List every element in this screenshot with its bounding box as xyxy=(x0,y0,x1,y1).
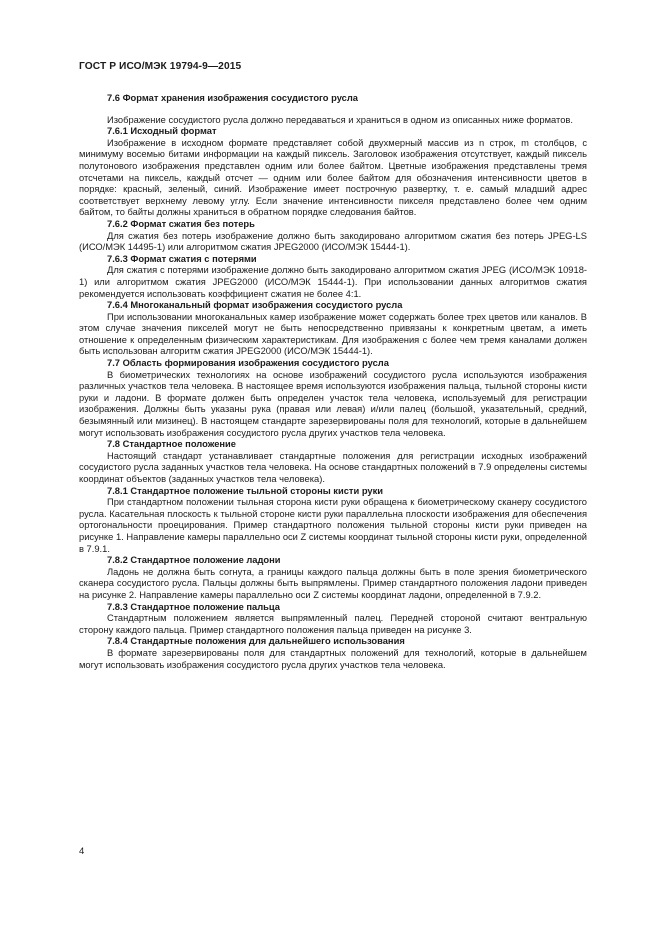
paragraph: Для сжатия с потерями изображение должно быть закодировано алгоритмом сжатия JPEG (ИСО/МЭК 10918-1) или алгоритмом сжатия JPEG2000 (ИСО/МЭК 15444-1). При использовании данных алгоритмов сжатия рекомендуется использовать коэффициент сжатия не более 4:1. xyxy=(79,265,587,299)
standard-header: ГОСТ Р ИСО/МЭК 19794-9—2015 xyxy=(79,61,242,72)
paragraph: Стандартным положением является выпрямленный палец. Передней стороной считают вентральную сторону каждого пальца. Пример стандартного положения пальца приведен на рисунке 3. xyxy=(79,613,587,635)
paragraph: При стандартном положении тыльная сторона кисти руки обращена к биометрическому сканеру сосудистого русла. Касательная плоскость к тыльной стороне кисти руки параллельна плоскости изображения для обеспечения ортогональности проецирования. Пример стандартного положения тыльной стороны кисти руки приведен на рисунке 1. Направление камеры параллельно оси Z системы координат тыльной стороны кисти руки, определенной в 7.9.1. xyxy=(79,497,587,554)
section-heading-7-6-3: 7.6.3 Формат сжатия с потерями xyxy=(107,253,257,264)
paragraph: Изображение сосудистого русла должно передаваться и храниться в одном из описанных ниже форматов. xyxy=(107,114,573,125)
paragraph: Ладонь не должна быть согнута, а границы каждого пальца должны быть в поле зрения биометрического сканера сосудистого русла. Пальцы должны быть выпрямлены. Пример стандартного положения ладони приведен на рисунке 2. Направление камеры параллельно оси Z системы координат ладони, определенной в 7.9.2. xyxy=(79,566,587,600)
section-heading-7-8-1: 7.8.1 Стандартное положение тыльной стороны кисти руки xyxy=(107,485,384,496)
paragraph: В формате зарезервированы поля для стандартных положений для технологий, которые в дальнейшем могут использовать изображения сосудистого русла других участков тела человека. xyxy=(79,647,587,670)
section-heading-7-6: 7.6 Формат хранения изображения сосудистого русла xyxy=(107,93,358,103)
paragraph: При использовании многоканальных камер изображение может содержать более трех цветов или каналов. В этом случае значения пикселей могут не быть непосредственно привязаны к конкретным цветам, а иметь отношение к определенным физическим характеристикам. Для изображения с более чем тремя каналами должен быть использован алгоритм сжатия JPEG2000 (ИСО/МЭК 15444-1). xyxy=(79,311,587,357)
section-heading-7-6-1: 7.6.1 Исходный формат xyxy=(107,126,217,137)
paragraph: Изображение в исходном формате представляет собой двухмерный массив из n строк, m столбцов, с минимуму восемью битами информации на каждый пиксель. Заголовок изображения отсутствует, каждый пиксель полутонового изображения представлен одним или более байтом. Цветные изображения представлены тремя отсчетами на пиксель, каждый отсчет — одним или более байтом для обозначения интенсивности цветов в порядке: красный, зеленый, синий. Изображение имеет построчную развертку, т. е. самый младший адрес соответствует верхнему левому углу. Если значение интенсивности пикселя представлено более чем одним байтом, то байты должны храниться в обратном порядке следования байтов. xyxy=(79,137,587,218)
section-heading-7-7: 7.7 Область формирования изображения сосудистого русла xyxy=(107,358,389,369)
section-heading-7-8-2: 7.8.2 Стандартное положение ладони xyxy=(107,555,281,566)
section-heading-7-8-4: 7.8.4 Стандартные положения для дальнейшего использования xyxy=(107,636,405,647)
document-body xyxy=(79,91,587,671)
paragraph: Для сжатия без потерь изображение должно быть закодировано алгоритмом сжатия без потерь JPEG-LS (ИСО/МЭК 14495-1) или алгоритмом сжатия JPEG2000 (ИСО/МЭК 15444-1). xyxy=(79,230,587,253)
section-heading-7-6-2: 7.6.2 Формат сжатия без потерь xyxy=(107,218,255,229)
paragraph: Настоящий стандарт устанавливает стандартные положения для регистрации исходных изображений сосудистого русла заданных участков тела человека. На основе стандартных положений в 7.9 определены системы координат объектов (заданных участков тела человека). xyxy=(79,450,587,484)
page-number: 4 xyxy=(79,846,85,857)
section-heading-7-8: 7.8 Стандартное положение xyxy=(107,439,236,450)
section-heading-7-6-4: 7.6.4 Многоканальный формат изображения сосудистого русла xyxy=(107,300,403,311)
paragraph: В биометрических технологиях на основе изображений сосудистого русла используются изображения различных участков тела человека. В настоящее время используются изображения пальца, тыльной стороны кисти руки и ладони. В формате должен быть определен участок тела человека, используемый для регистрации изображения. Должны быть указаны рука (правая или левая) и/или палец (большой, указательный, средний, безымянный или мизинец). В настоящем стандарте зарезервированы поля для технологий, которые в дальнейшем могут использовать изображения сосудистого русла других участков тела человека. xyxy=(79,369,587,438)
section-heading-7-8-3: 7.8.3 Стандартное положение пальца xyxy=(107,601,280,612)
